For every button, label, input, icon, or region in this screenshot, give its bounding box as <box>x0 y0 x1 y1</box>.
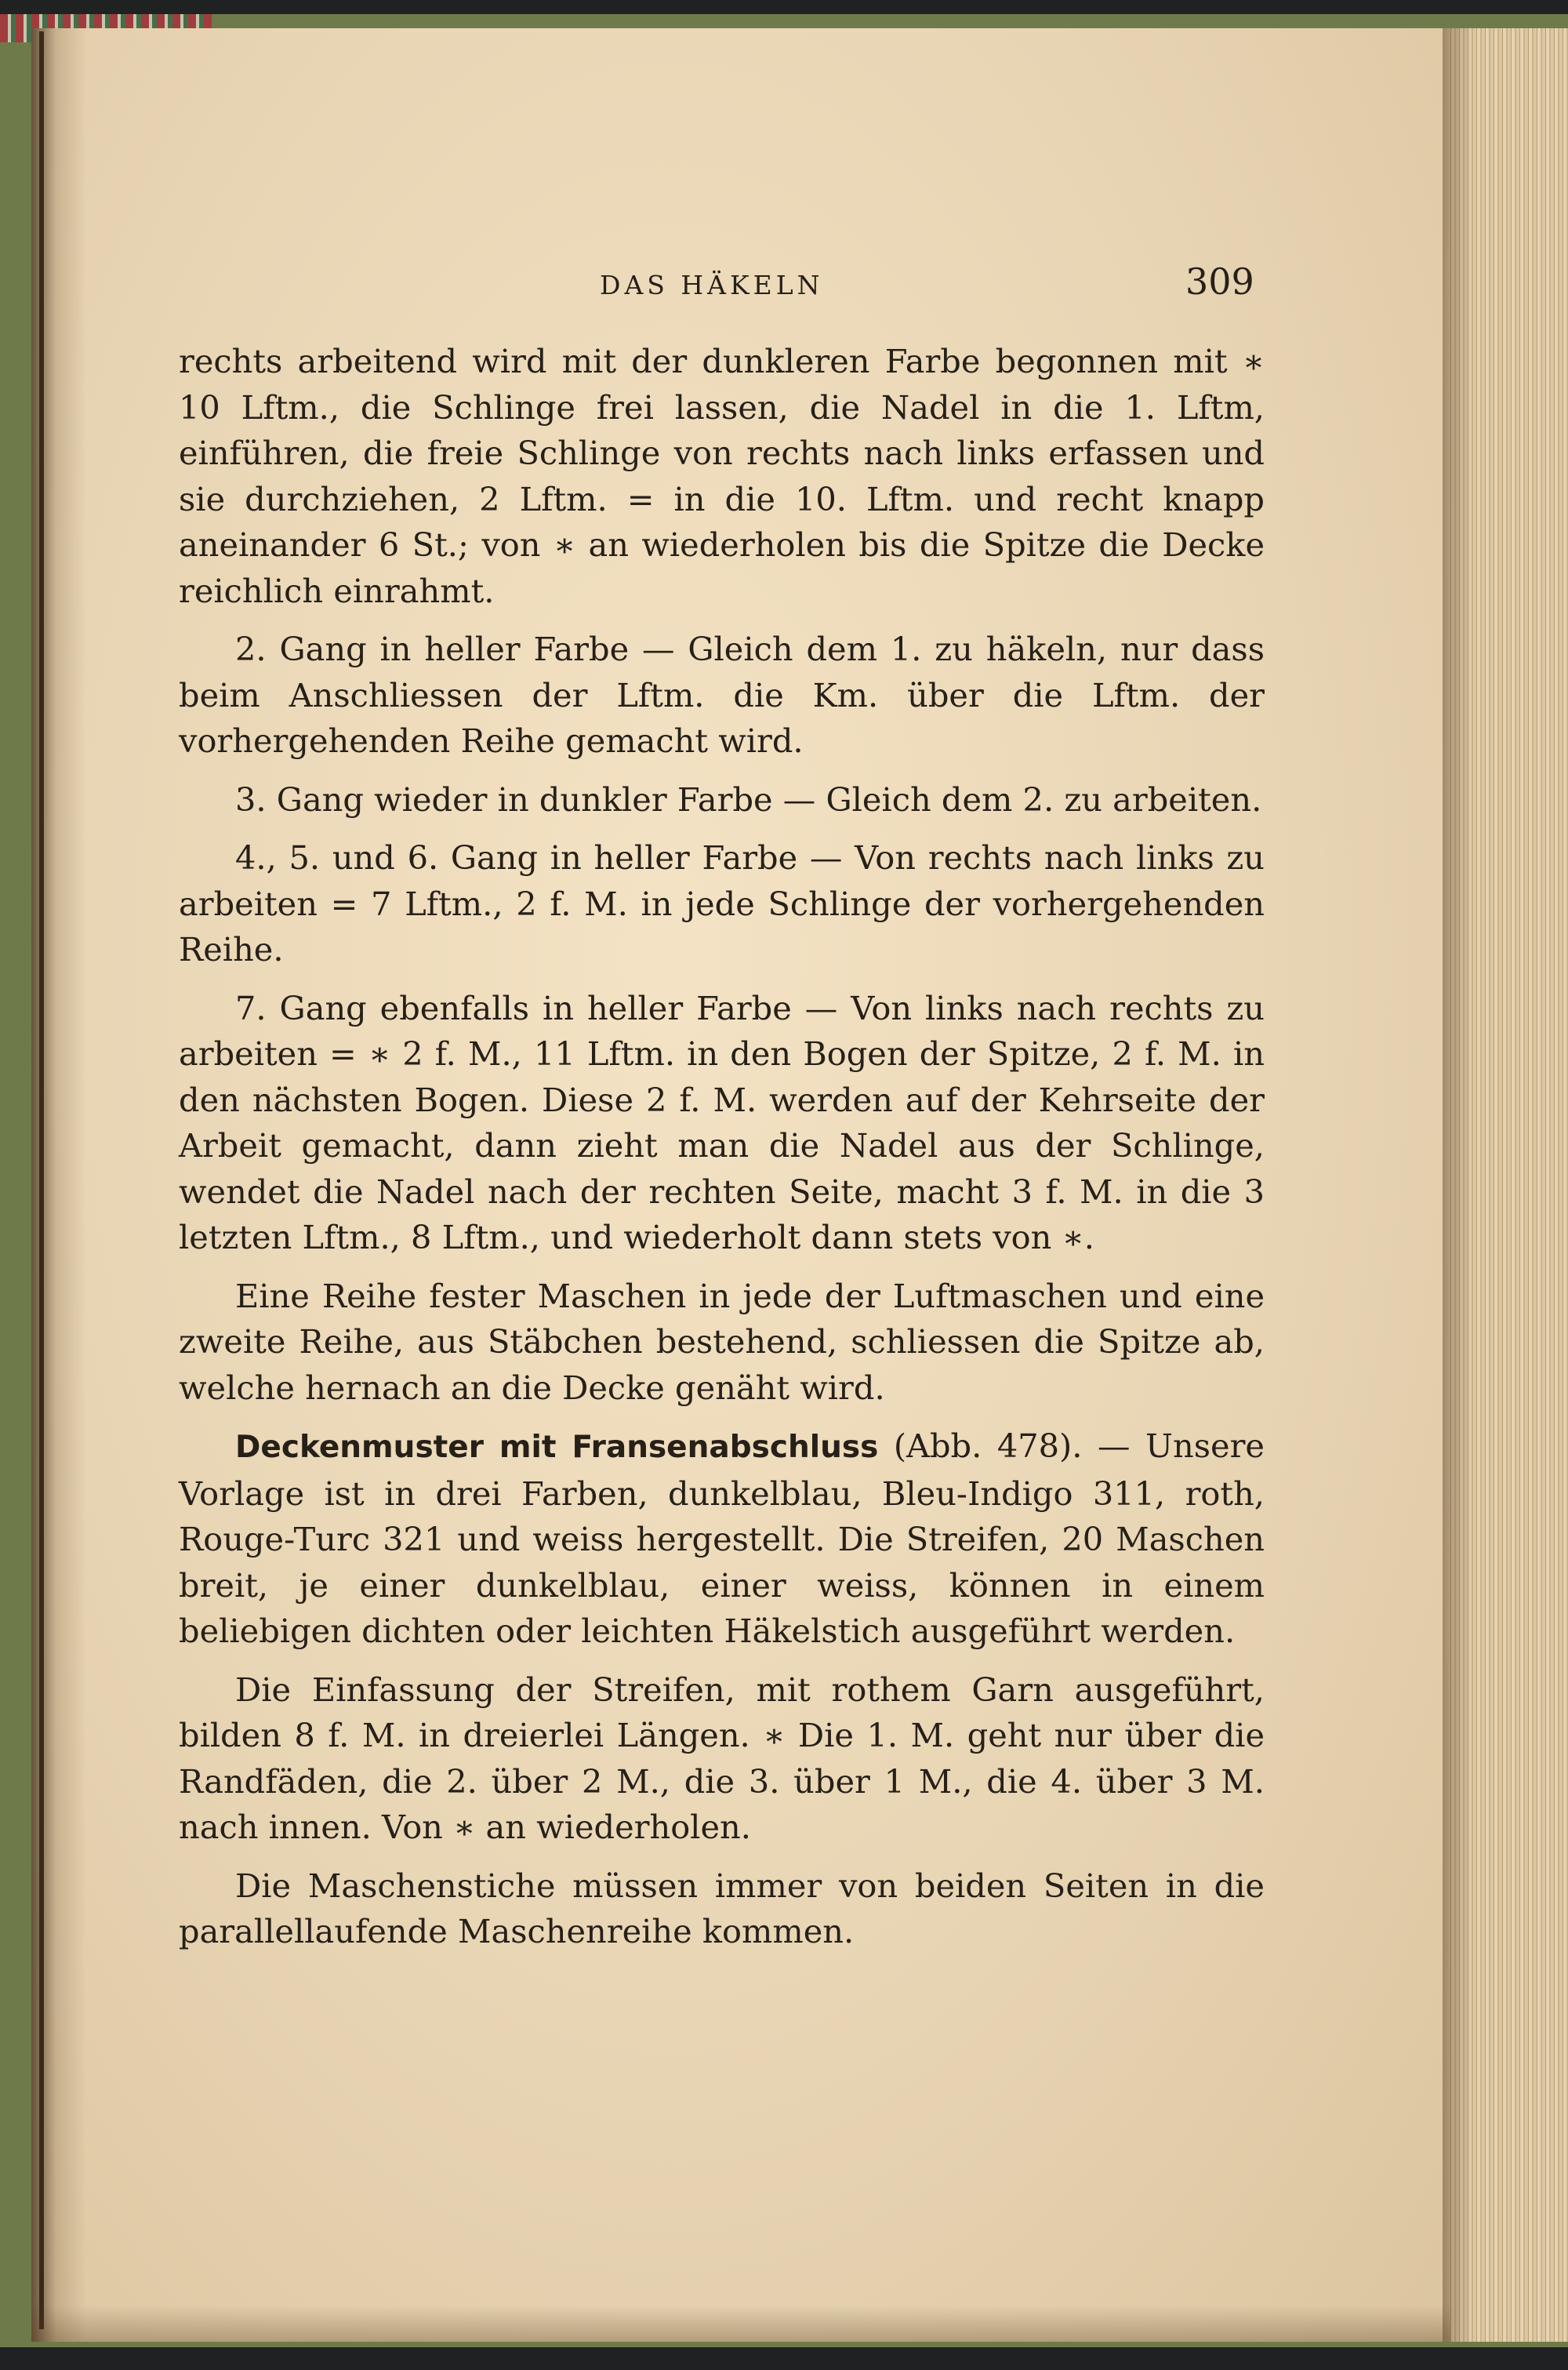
paragraph <box>179 627 1265 765</box>
body-text <box>179 339 1265 1955</box>
paragraph-text: Die Maschenstiche müssen immer von beiden Seiten in die parallellaufende Maschenreihe kommen. <box>179 1866 1265 1950</box>
paragraph-text: Eine Reihe fester Maschen in jede der Luftmaschen und eine zweite Reihe, aus Stäbchen bestehend, schliessen die Spitze ab, welche hernach an die Decke genäht wird. <box>179 1276 1265 1407</box>
paragraph <box>179 1863 1265 1955</box>
paragraph <box>179 339 1265 614</box>
section-heading: Deckenmuster mit Fransenabschluss <box>235 1430 879 1465</box>
paragraph <box>179 1667 1265 1851</box>
paragraph <box>179 986 1265 1261</box>
paragraph-text: 3. Gang wieder in dunkler Farbe — Gleich dem 2. zu arbeiten. <box>235 780 1262 819</box>
paragraph-text: 2. Gang in heller Farbe — Gleich dem 1. zu häkeln, nur dass beim Anschliessen der Lftm. die Km. über die Lftm. der vorhergehenden Reihe gemacht wird. <box>179 630 1265 760</box>
page-edge-shadow <box>1443 28 1474 2342</box>
paragraph-text: 7. Gang ebenfalls in heller Farbe — Von links nach rechts zu arbeiten = ∗ 2 f. M., 11 Lftm. in den Bogen der Spitze, 2 f. M. in den nächsten Bogen. Diese 2 f. M. werden auf der Kehrseite der Arbeit gemacht, dann zieht man die Nadel aus der Schlinge, wendet die Nadel nach der rechten Seite, macht 3 f. M. in die 3 letzten Lftm., 8 Lftm., und wiederholt dann stets von ∗. <box>179 988 1265 1256</box>
paragraph <box>179 1274 1265 1412</box>
page-bottom-shadow <box>31 2306 1450 2342</box>
paragraph <box>179 777 1265 823</box>
paragraph-text: Die Einfassung der Streifen, mit rothem Garn ausgeführt, bilden 8 f. M. in dreierlei Längen. ∗ Die 1. M. geht nur über die Randfäden, die 2. über 2 M., die 3. über 1 M., die 4. über 3 M. nach innen. Von ∗ an wiederholen. <box>179 1670 1265 1846</box>
paragraph-text: 4., 5. und 6. Gang in heller Farbe — Von rechts nach links zu arbeiten = 7 Lftm., 2 f. M. in jede Schlinge der vorhergehenden Reihe. <box>179 838 1265 969</box>
page-number: 309 <box>1185 260 1254 303</box>
paragraph <box>179 835 1265 973</box>
paragraph-text: (Abb. 478). — Unsere Vorlage ist in drei Farben, dunkelblau, Bleu-Indigo 311, roth, Rouge-Turc 321 und weiss hergestellt. Die Streifen, 20 Maschen breit, je einer dunkelblau, einer weiss, können in einem beliebigen dichten oder leichten Häkelstich ausgeführt werden. <box>179 1427 1265 1650</box>
paragraph <box>179 1423 1265 1655</box>
paragraph-text: rechts arbeitend wird mit der dunkleren Farbe begonnen mit ∗ 10 Lftm., die Schlinge frei lassen, die Nadel in die 1. Lftm, einführen, die freie Schlinge von rechts nach links erfassen und sie durchziehen, 2 Lftm. = in die 10. Lftm. und recht knapp aneinander 6 St.; von ∗ an wiederholen bis die Spitze die Decke reichlich einrahmt. <box>179 342 1265 610</box>
spine-edge <box>39 31 44 2329</box>
running-head: DAS HÄKELN <box>600 270 824 300</box>
